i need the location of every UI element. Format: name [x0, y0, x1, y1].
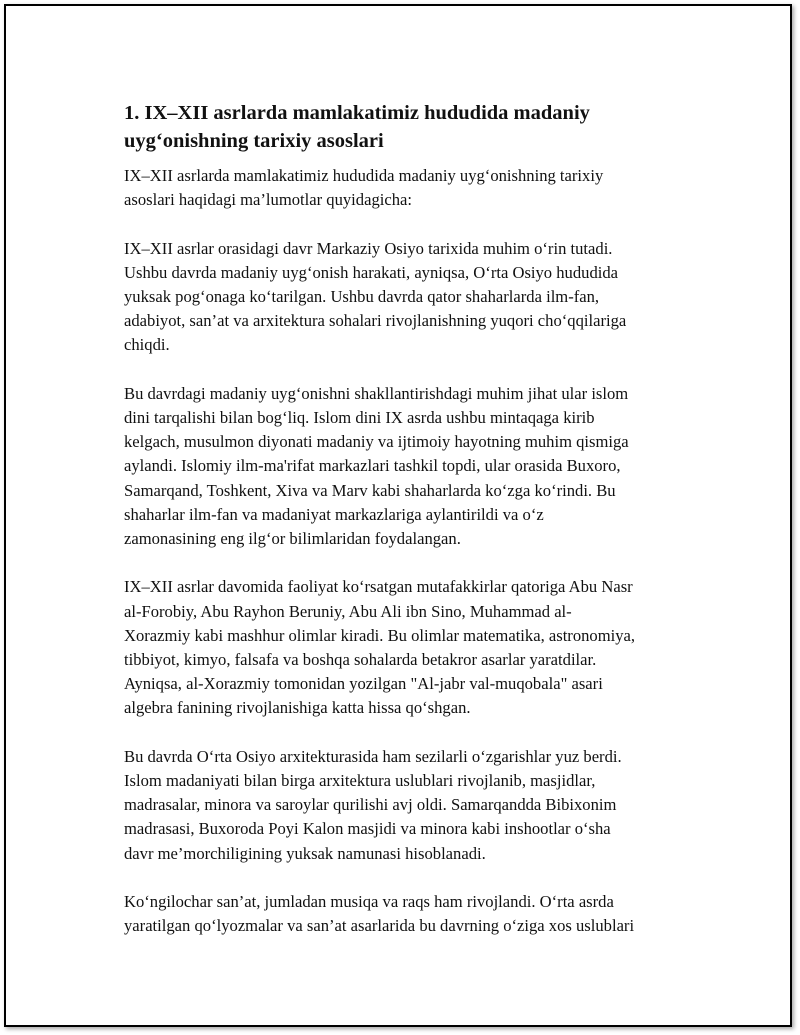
paragraph-line: madrasasi, Buxoroda Poyi Kalon masjidi va minora kabi inshootlar o‘sha — [124, 819, 611, 839]
paragraph-line: kelgach, musulmon diyonati madaniy va ijtimoiy hayotning muhim qismiga — [124, 432, 629, 452]
paragraph — [124, 890, 699, 938]
heading-line: uyg‘onishning tarixiy asoslari — [124, 130, 384, 152]
paragraph — [124, 237, 699, 358]
paragraph-line: Bu davrdagi madaniy uyg‘onishni shakllantirishdagi muhim jihat ular islom — [124, 383, 629, 403]
paragraph-line: davr me’morchiligining yuksak namunasi hisoblanadi. — [124, 843, 486, 863]
paragraph-line: adabiyot, san’at va arxitektura sohalari rivojlanishning yuqori cho‘qqilariga — [124, 311, 627, 331]
paragraph-line: aylandi. Islomiy ilm-ma'rifat markazlari tashkil topdi, ular orasida Buxoro, — [124, 456, 621, 476]
document-body — [124, 99, 699, 963]
paragraph-line: asoslari haqidagi ma’lumotlar quyidagicha: — [124, 190, 413, 210]
paragraph-line: IX–XII asrlar orasidagi davr Markaziy Osiyo tarixida muhim o‘rin tutadi. — [124, 238, 613, 258]
paragraph — [124, 164, 699, 212]
paragraph-line: tibbiyot, kimyo, falsafa va boshqa sohalarda betakror asarlar yaratdilar. — [124, 650, 597, 670]
paragraph-line: Xorazmiy kabi mashhur olimlar kiradi. Bu olimlar matematika, astronomiya, — [124, 625, 636, 645]
paragraph — [124, 575, 699, 720]
paragraph-line: Ko‘ngilochar san’at, jumladan musiqa va raqs ham rivojlandi. O‘rta asrda — [124, 892, 614, 912]
paragraph-line: yaratilgan qo‘lyozmalar va san’at asarlarida bu davrning o‘ziga xos uslublari — [124, 916, 635, 936]
paragraph-line: dini tarqalishi bilan bog‘liq. Islom dini IX asrda ushbu mintaqaga kirib — [124, 408, 595, 427]
paragraph-line: IX–XII asrlar davomida faoliyat ko‘rsatgan mutafakkirlar qatoriga Abu Nasr — [124, 577, 633, 597]
heading-line: 1. IX–XII asrlarda mamlakatimiz hududida madaniy — [124, 102, 590, 124]
paragraph-line: Samarqand, Toshkent, Xiva va Marv kabi shaharlarda ko‘zga ko‘rindi. Bu — [124, 480, 616, 500]
paragraph-line: Islom madaniyati bilan birga arxitektura uslublari rivojlanib, masjidlar, — [124, 771, 596, 791]
paragraph-line: madrasalar, minora va saroylar qurilishi avj oldi. Samarqandda Bibixonim — [124, 795, 617, 815]
paragraph — [124, 382, 699, 551]
paragraphs — [124, 164, 699, 938]
paragraph-line: Ushbu davrda madaniy uyg‘onish harakati, ayniqsa, O‘rta Osiyo hududida — [124, 262, 619, 282]
paragraph-line: algebra fanining rivojlanishiga katta hissa qo‘shgan. — [124, 698, 471, 718]
paragraph — [124, 745, 699, 866]
section-heading — [124, 99, 699, 155]
paragraph-line: yuksak pog‘onaga ko‘tarilgan. Ushbu davrda qator shaharlarda ilm-fan, — [124, 287, 600, 306]
paragraph-line: Bu davrda O‘rta Osiyo arxitekturasida ham sezilarli o‘zgarishlar yuz berdi. — [124, 746, 622, 766]
paragraph-line: shaharlar ilm-fan va madaniyat markazlariga aylantirildi va o‘z — [124, 504, 544, 524]
document-page — [4, 4, 792, 1027]
paragraph-line: chiqdi. — [124, 335, 170, 355]
paragraph-line: al-Forobiy, Abu Rayhon Beruniy, Abu Ali ibn Sino, Muhammad al- — [124, 601, 572, 621]
paragraph-line: IX–XII asrlarda mamlakatimiz hududida madaniy uyg‘onishning tarixiy — [124, 166, 604, 185]
paragraph-line: Ayniqsa, al-Xorazmiy tomonidan yozilgan "Al-jabr val-muqobala" asari — [124, 674, 603, 694]
paragraph-line: zamonasining eng ilg‘or bilimlaridan foydalangan. — [124, 529, 461, 549]
